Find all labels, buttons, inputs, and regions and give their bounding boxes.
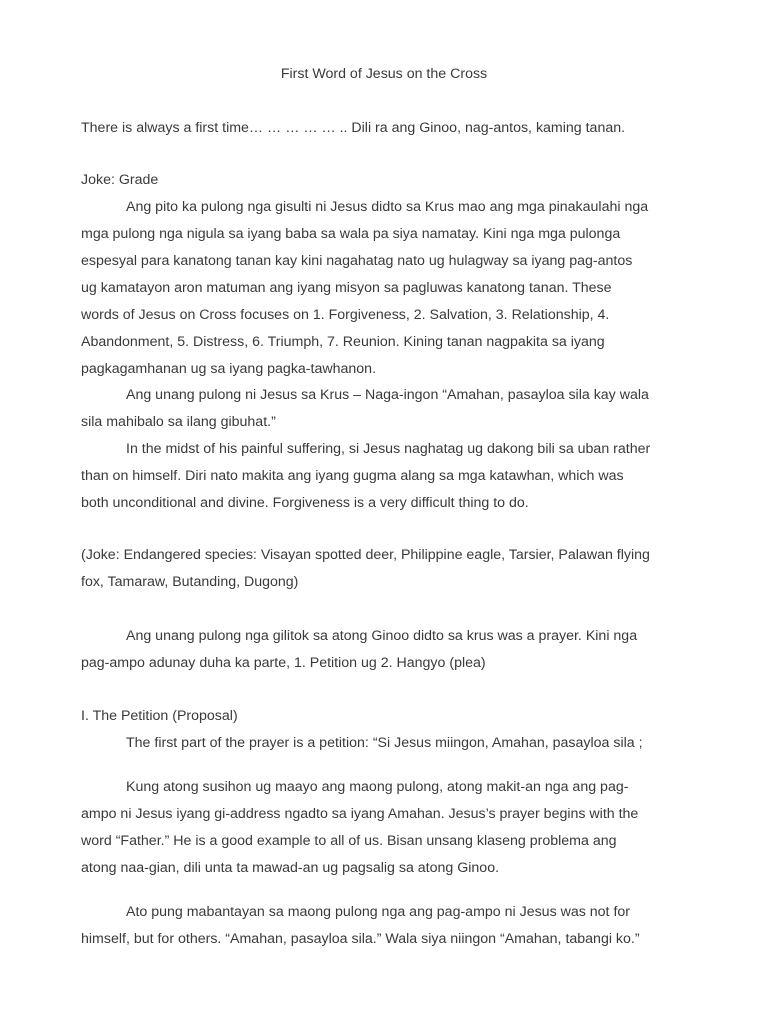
joke-line: (Joke: Endangered species: Visayan spotted deer, Philippine eagle, Tarsier, Palawan flying (81, 547, 650, 563)
paragraph-line: Ang unang pulong ni Jesus sa Krus – Naga-ingon “Amahan, pasayloa sila kay wala (126, 387, 649, 403)
paragraph-line: than on himself. Diri nato makita ang iyang gugma alang sa mga katawhan, which was (81, 468, 624, 484)
paragraph-line: espesyal para kanatong tanan kay kini nagahatag nato ug hulagway sa iyang pag-antos (81, 253, 633, 269)
paragraph-line: Kung atong susihon ug maayo ang maong pulong, atong makit-an nga ang pag- (126, 779, 629, 795)
paragraph-line: both unconditional and divine. Forgiveness is a very difficult thing to do. (81, 495, 529, 511)
paragraph-line: words of Jesus on Cross focuses on 1. Forgiveness, 2. Salvation, 3. Relationship, 4. (81, 307, 610, 323)
joke-heading: Joke: Grade (81, 172, 159, 188)
paragraph-line: Ato pung mabantayan sa maong pulong nga ang pag-ampo ni Jesus was not for (126, 904, 630, 920)
paragraph-line: word “Father.” He is a good example to all of us. Bisan unsang klaseng problema ang (81, 833, 617, 849)
paragraph-line: ampo ni Jesus iyang gi-address ngadto sa iyang Amahan. Jesus’s prayer begins with the (81, 806, 639, 822)
paragraph-line: Ang pito ka pulong nga gisulti ni Jesus didto sa Krus mao ang mga pinakaulahi nga (126, 199, 649, 215)
paragraph-line: sila mahibalo sa ilang gibuhat.” (81, 414, 276, 430)
paragraph-line: Abandonment, 5. Distress, 6. Triumph, 7. Reunion. Kining tanan nagpakita sa iyang (81, 334, 605, 350)
paragraph-line: himself, but for others. “Amahan, pasayloa sila.” Wala siya niingon “Amahan, tabangi ko.” (81, 931, 640, 947)
document-title: First Word of Jesus on the Cross (280, 66, 488, 82)
paragraph-line: atong naa-gian, dili unta ta mawad-an ug pagsalig sa atong Ginoo. (81, 860, 500, 876)
paragraph-line: pagkagamhanan ug sa iyang pagka-tawhanon. (81, 361, 377, 377)
paragraph-line: pag-ampo adunay duha ka parte, 1. Petition ug 2. Hangyo (plea) (81, 655, 486, 671)
section-heading: I. The Petition (Proposal) (81, 708, 238, 724)
paragraph-line: ug kamatayon aron matuman ang iyang misyon sa pagluwas kanatong tanan. These (81, 280, 612, 296)
joke-line: fox, Tamaraw, Butanding, Dugong) (81, 574, 299, 590)
paragraph-line: The first part of the prayer is a petition: “Si Jesus miingon, Amahan, pasayloa sila ; (126, 735, 643, 751)
paragraph-line: Ang unang pulong nga gilitok sa atong Ginoo didto sa krus was a prayer. Kini nga (126, 628, 638, 644)
opening-line: There is always a first time… … … … … .. Dili ra ang Ginoo, nag-antos, kaming tanan. (81, 120, 626, 136)
paragraph-line: mga pulong nga nigula sa iyang baba sa wala pa siya namatay. Kini nga mga pulonga (81, 226, 621, 242)
paragraph-line: In the midst of his painful suffering, si Jesus naghatag ug dakong bili sa uban rather (126, 441, 651, 457)
